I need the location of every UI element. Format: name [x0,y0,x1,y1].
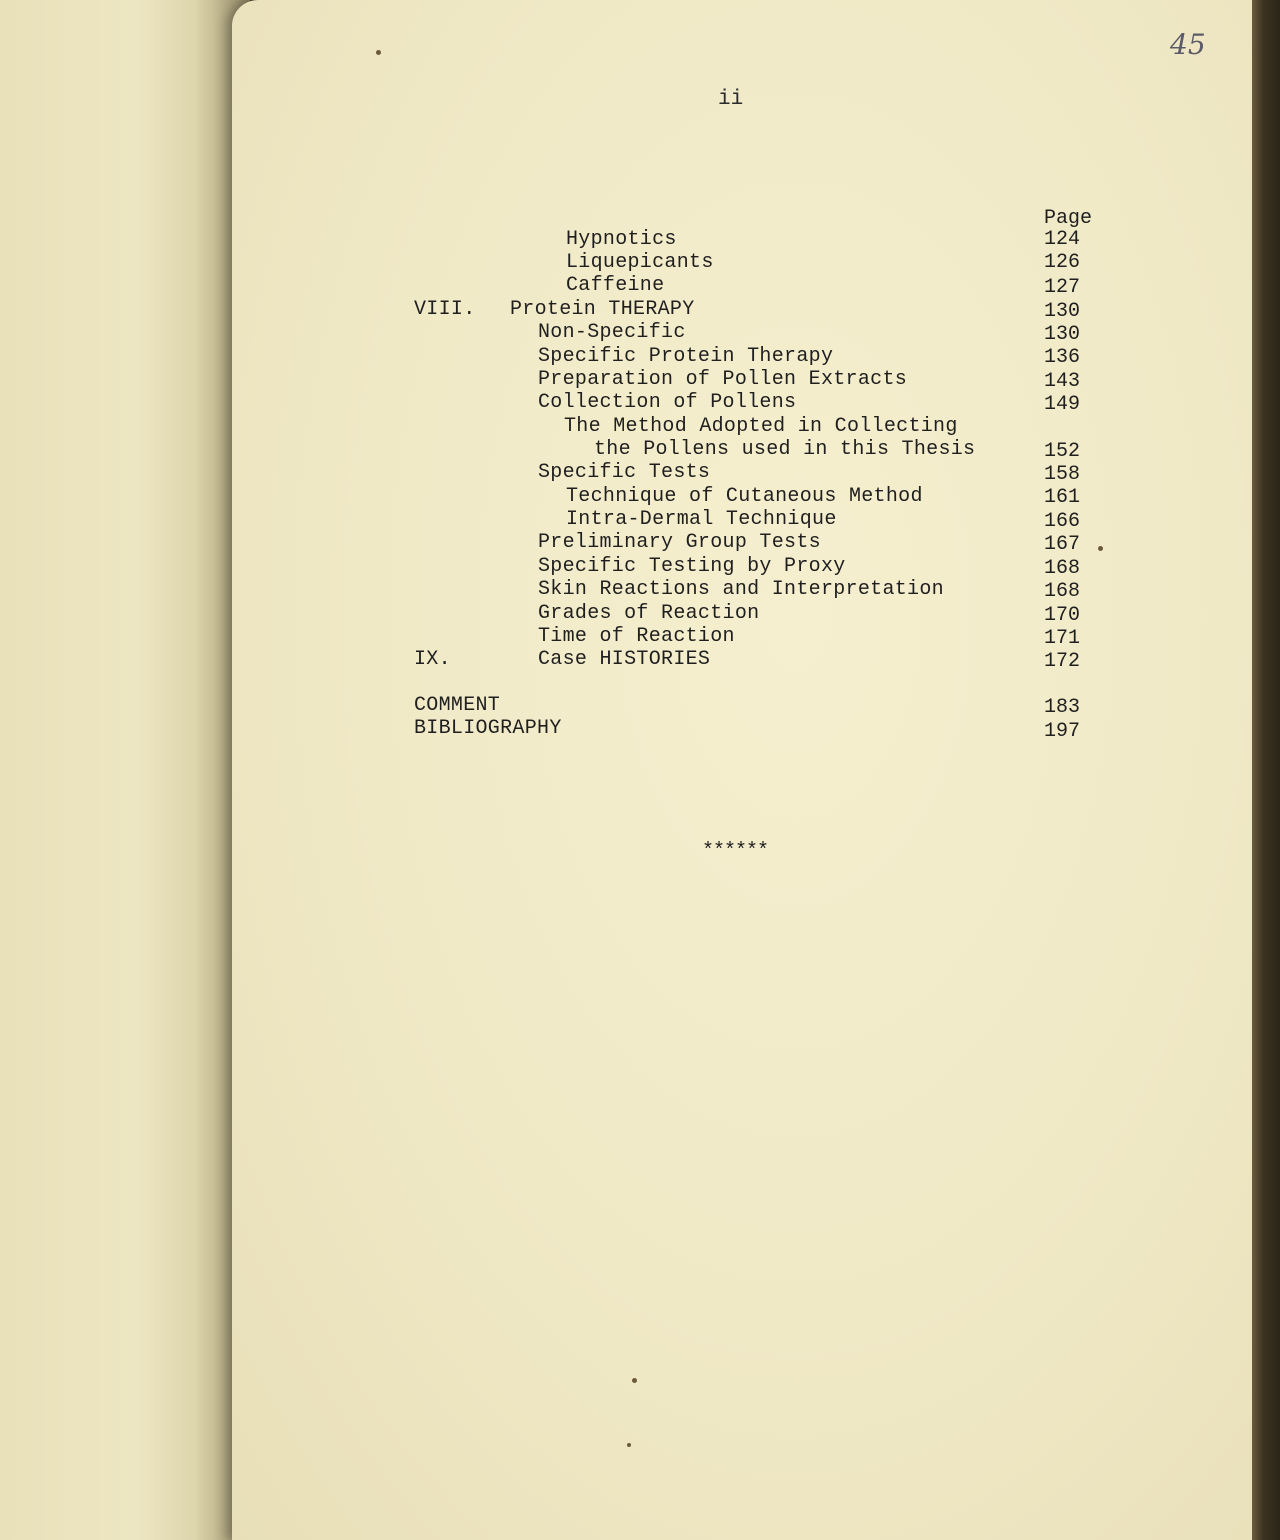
toc-entry-title: Collection of Pollens [538,391,797,414]
toc-entry-title: Preliminary Group Tests [538,531,821,554]
toc-entry-title: Technique of Cutaneous Method [566,485,923,508]
paper-speck [627,1443,631,1447]
toc-entry-title: Skin Reactions and Interpretation [538,578,944,601]
toc-entry-page: 183 [1044,696,1081,719]
document-page [232,0,1257,1540]
handwritten-page-number: 45 [1170,28,1206,61]
toc-entry-title: Specific Testing by Proxy [538,555,846,578]
separator-asterisks: ****** [702,840,769,863]
toc-entry-page: 197 [1044,720,1081,743]
toc-section-title: Case HISTORIES [538,648,711,671]
toc-entry-page: 152 [1044,440,1081,463]
toc-entry-page: 172 [1044,650,1081,673]
toc-entry-title: Non-Specific [538,321,686,344]
toc-entry-title: Grades of Reaction [538,602,760,625]
toc-entry-page: 170 [1044,604,1081,627]
toc-entry-page: 161 [1044,486,1081,509]
toc-entry-page: 136 [1044,346,1081,369]
toc-section-title: COMMENT [414,694,501,717]
roman-page-header: ii [718,88,744,111]
facing-page-left [0,0,250,1540]
toc-entry-title: Liquepicants [566,251,714,274]
toc-entry-title: Hypnotics [566,228,677,251]
toc-entry-page: 124 [1044,228,1081,251]
toc-entry-page: 167 [1044,533,1081,556]
toc-entry-page: 143 [1044,370,1081,393]
toc-entry-page: 127 [1044,276,1081,299]
toc-entry-title: Caffeine [566,274,665,297]
toc-entry-page: 130 [1044,323,1081,346]
toc-entry-page: 168 [1044,557,1081,580]
toc-entry-title: Specific Tests [538,461,711,484]
paper-speck [376,50,381,55]
toc-entry-title: Time of Reaction [538,625,735,648]
page-edge-right [1252,0,1280,1540]
toc-entry-page: 168 [1044,580,1081,603]
toc-entry-page: 166 [1044,510,1081,533]
paper-speck [1098,546,1103,551]
toc-entry-page: 158 [1044,463,1081,486]
toc-entry-page: 171 [1044,627,1081,650]
toc-entry-title: the Pollens used in this Thesis [594,438,976,461]
toc-section-numeral: VIII. [414,298,476,321]
toc-section-title: Protein THERAPY [510,298,695,321]
toc-section-numeral: IX. [414,648,451,671]
toc-entry-page: 149 [1044,393,1081,416]
toc-entry-page: 130 [1044,300,1081,323]
page-column-heading: Page [1044,207,1093,230]
toc-entry-title: Specific Protein Therapy [538,345,834,368]
toc-entry-title: The Method Adopted in Collecting [564,415,958,438]
toc-entry-title: Preparation of Pollen Extracts [538,368,908,391]
toc-section-title: BIBLIOGRAPHY [414,717,562,740]
paper-speck [632,1378,637,1383]
toc-entry-title: Intra-Dermal Technique [566,508,837,531]
toc-entry-page: 126 [1044,251,1081,274]
